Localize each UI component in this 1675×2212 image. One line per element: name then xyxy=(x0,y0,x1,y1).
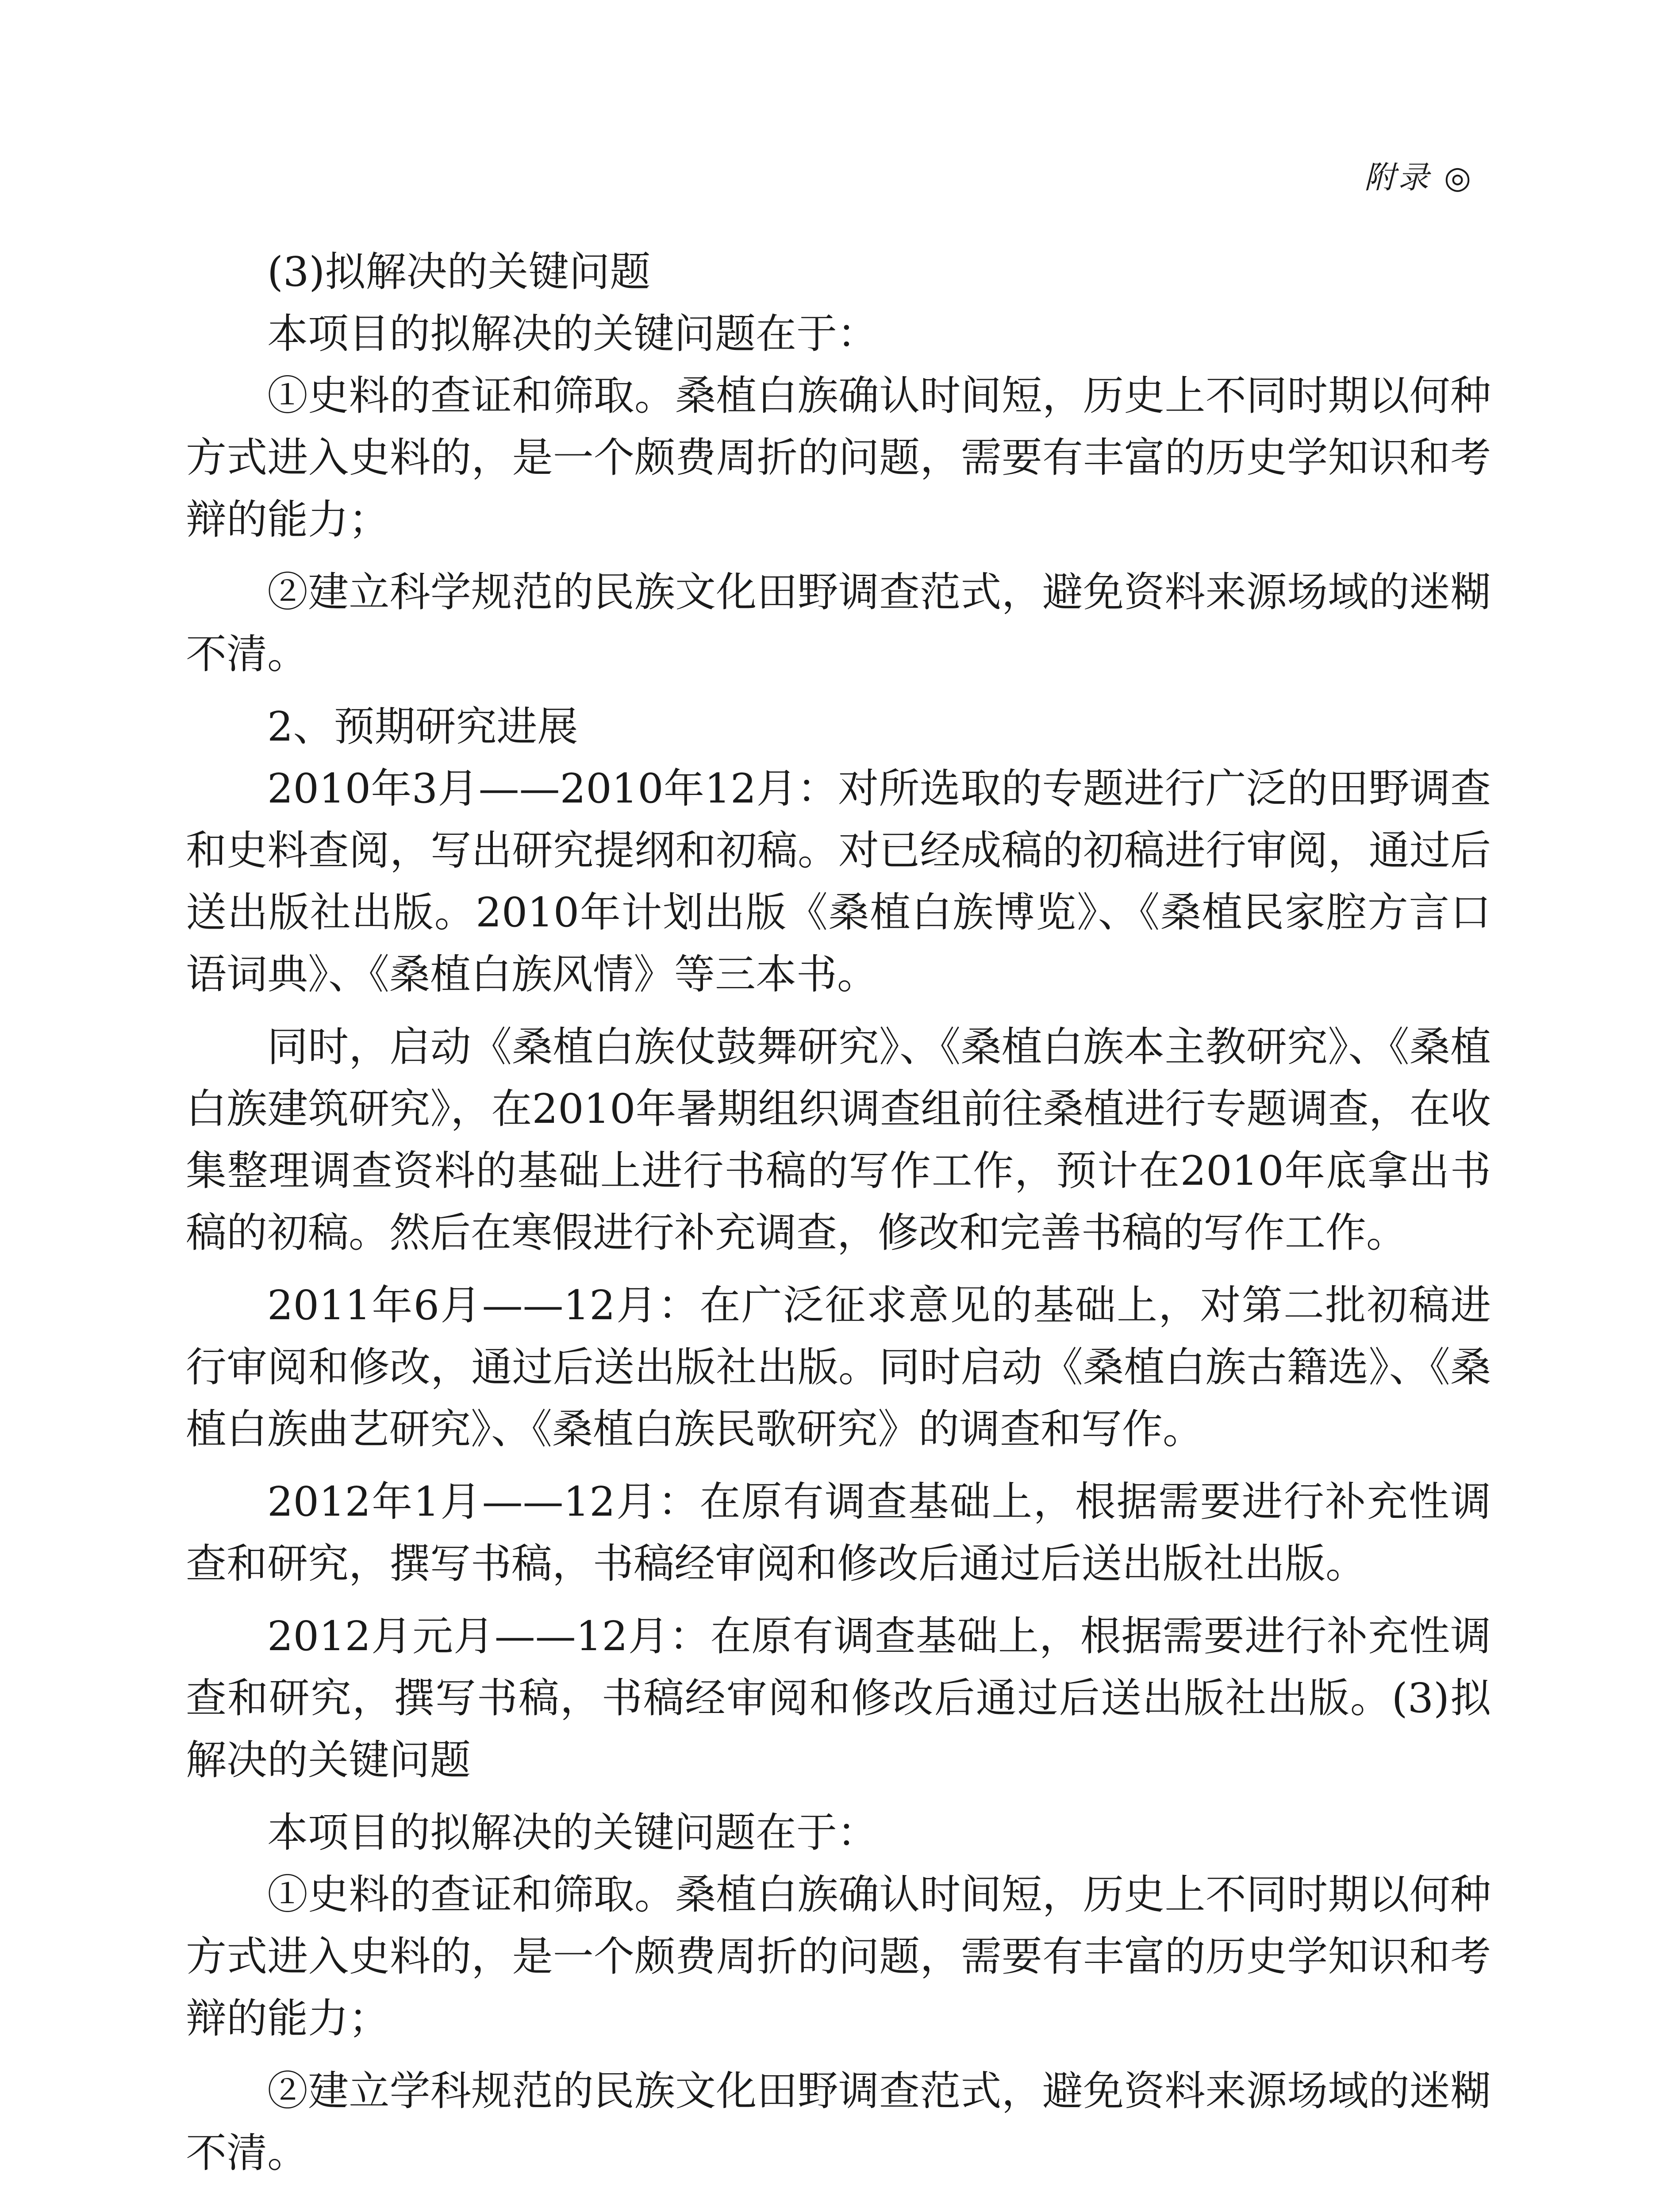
paragraph: 2010年3月——2010年12月：对所选取的专题进行广泛的田野调查和史料查阅，写出研究提纲和初稿。对已经成稿的初稿进行审阅，通过后送出版社出版。2010年计划出版《桑植白族博览》、《桑植民家腔方言口语词典》、《桑植白族风情》等三本书。 xyxy=(186,765,1491,998)
body-text xyxy=(186,241,1491,2195)
paragraph: ②建立学科规范的民族文化田野调查范式，避免资料来源场域的迷糊不清。 xyxy=(186,2067,1491,2177)
paragraph: 同时，启动《桑植白族仗鼓舞研究》、《桑植白族本主教研究》、《桑植白族建筑研究》，在2010年暑期组织调查组前往桑植进行专题调查，在收集整理调查资料的基础上进行书稿的写作工作，预计在2010年底拿出书稿的初稿。然后在寒假进行补充调查，修改和完善书稿的写作工作。 xyxy=(186,1023,1491,1256)
paragraph: 2011年6月——12月：在广泛征求意见的基础上，对第二批初稿进行审阅和修改，通过后送出版社出版。同时启动《桑植白族古籍选》、《桑植白族曲艺研究》、《桑植白族民歌研究》的调查和写作。 xyxy=(186,1282,1491,1453)
paragraph: 2012年1月——12月：在原有调查基础上，根据需要进行补充性调查和研究，撰写书稿，书稿经审阅和修改后通过后送出版社出版。 xyxy=(186,1478,1491,1587)
paragraph: ②建立科学规范的民族文化田野调查范式，避免资料来源场域的迷糊不清。 xyxy=(186,568,1491,678)
section-heading: 2、预期研究进展 xyxy=(267,703,578,750)
paragraph: 本项目的拟解决的关键问题在于： xyxy=(267,310,878,357)
paragraph: 2012月元月——12月：在原有调查基础上，根据需要进行补充性调查和研究，撰写书稿，书稿经审阅和修改后通过后送出版社出版。(3)拟解决的关键问题 xyxy=(186,1613,1491,1784)
paragraph: 本项目的拟解决的关键问题在于： xyxy=(267,1809,878,1856)
subsection-heading: (3)拟解决的关键问题 xyxy=(267,248,651,296)
paragraph: ①史料的查证和筛取。桑植白族确认时间短，历史上不同时期以何种方式进入史料的，是一个颇费周折的问题，需要有丰富的历史学知识和考辩的能力； xyxy=(186,1871,1491,2042)
paragraph: ①史料的查证和筛取。桑植白族确认时间短，历史上不同时期以何种方式进入史料的，是一个颇费周折的问题，需要有丰富的历史学知识和考辩的能力； xyxy=(186,372,1491,543)
running-header: 附录 ◎ xyxy=(1364,159,1474,196)
